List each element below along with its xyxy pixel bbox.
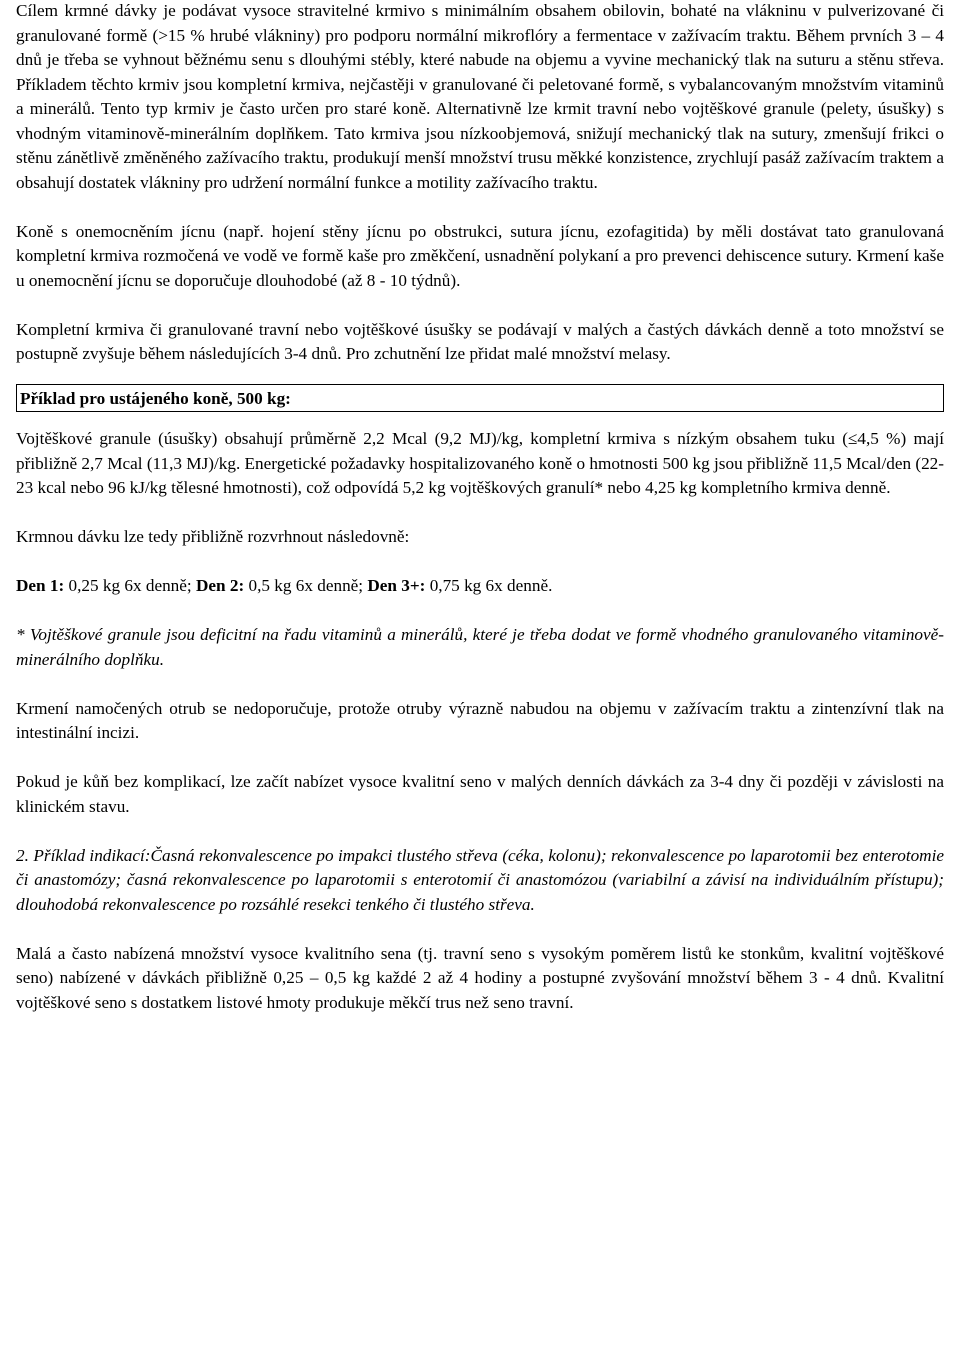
schedule-day1-text: 0,25 kg 6x denně;: [64, 576, 196, 595]
paragraph-ration-intro: Krmnou dávku lze tedy přibližně rozvrhnout následovně:: [16, 527, 410, 546]
schedule-day3-label: Den 3+:: [367, 576, 426, 595]
example-heading: Příklad pro ustájeného koně, 500 kg:: [20, 388, 291, 408]
paragraph-hay-portions: Malá a často nabízená množství vysoce kvalitního sena (tj. travní seno s vysokým poměrem listů ke stonkům, kvalitní vojtěškové seno) nabízené v dávkách přibližně 0,25 – 0,5 kg každé 2 až 4 hodiny a postupné zvyšování množství během 3 - 4 dnů. Kvalitní vojtěškové seno s dostatkem listové hmoty produkuje měkčí trus než seno travní.: [16, 943, 944, 1012]
paragraph-hay-start: Pokud je kůň bez komplikací, lze začít nabízet vysoce kvalitní seno v malých denních dávkách za 3-4 dny či později v závislosti na klinickém stavu.: [16, 772, 944, 816]
paragraph-diet-goal: Cílem krmné dávky je podávat vysoce stravitelné krmivo s minimálním obsahem obilovin, bohaté na vlákninu v pulverizované či granulované formě (>15 % hrubé vlákniny) pro podporu normální mikroflóry a fermentace v zažívacím traktu. Během prvních 3 – 4 dnů je třeba se vyhnout běžnému senu s dlouhými stébly, které nabude na objemu a vyvine mechanický tlak na suturu a stěnu střeva. Příkladem těchto krmiv jsou kompletní krmiva, nejčastěji v granulované či peletované formě, s vybalancovaným množstvím vitaminů a minerálů. Tento typ krmiv je často určen pro staré koně. Alternativně lze krmit travní nebo vojtěškové granule (pelety, úsušky) s vhodným vitaminově-minerálním doplňkem. Tato krmiva jsou nízkoobjemová, snižují mechanický tlak na sutury, zmenšují frikci o stěnu zánětlivě změněného zažívacího traktu, produkují menší množství trusu měkké konzistence, zrychlují pasáž zažívacím traktem a obsahují dostatek vlákniny pro udržení normální funkce a motility zažívacího traktu.: [16, 1, 944, 192]
schedule-day3-text: 0,75 kg 6x denně.: [425, 576, 553, 595]
schedule-day2-text: 0,5 kg 6x denně;: [244, 576, 368, 595]
paragraph-feeding-frequency: Kompletní krmiva či granulované travní nebo vojtěškové úsušky se podávají v malých a častých dávkách denně a toto množství se postupně zvyšuje během následujících 3-4 dnů. Pro zchutnění lze přidat malé množství melasy.: [16, 319, 944, 363]
paragraph-bran: Krmení namočených otrub se nedoporučuje, protože otruby výrazně nabudou na objemu v zažívacím traktu a zintenzívní tlak na intestinální incizi.: [16, 698, 944, 742]
paragraph-energy-requirements: Vojtěškové granule (úsušky) obsahují průměrně 2,2 Mcal (9,2 MJ)/kg, kompletní krmiva s nízkým obsahem tuku (≤4,5 %) mají přibližně 2,7 Mcal (11,3 MJ)/kg. Energetické požadavky hospitalizovaného koně o hmotnosti 500 kg jsou přibližně 11,5 Mcal/den (22-23 kcal nebo 96 kJ/kg tělesné hmotnosti), což odpovídá 5,2 kg vojtěškových granulí* nebo 4,25 kg kompletního krmiva denně.: [16, 429, 944, 497]
paragraph-example-indications: 2. Příklad indikací:Časná rekonvalescence po impakci tlustého střeva (céka, kolonu); rekonvalescence po laparotomii bez enterotomie či anastomózy; časná rekonvalescence po laparotomii s enterotomií či anastomózou (variabilní a závisí na individuálním přístupu); dlouhodobá rekonvalescence po rozsáhlé resekci tenkého či tlustého střeva.: [16, 845, 944, 914]
paragraph-esophagus: Koně s onemocněním jícnu (např. hojení stěny jícnu po obstrukci, sutura jícnu, ezofagitida) by měli dostávat tato granulovaná kompletní krmiva rozmočená ve vodě ve formě kaše pro změkčení, usnadnění polykaní a pro prevenci dehiscence sutury. Krmení kaše u onemocnění jícnu se doporučuje dlouhodobé (až 8 - 10 týdnů).: [16, 221, 944, 290]
schedule-day2-label: Den 2:: [195, 576, 245, 595]
example-heading-box: [16, 384, 944, 413]
schedule-day1-label: Den 1:: [16, 576, 65, 595]
footnote-alfalfa: * Vojtěškové granule jsou deficitní na řadu vitaminů a minerálů, které je třeba dodat ve formě vhodného granulovaného vitaminově-minerálního doplňku.: [16, 625, 944, 669]
feeding-schedule: [16, 574, 944, 599]
